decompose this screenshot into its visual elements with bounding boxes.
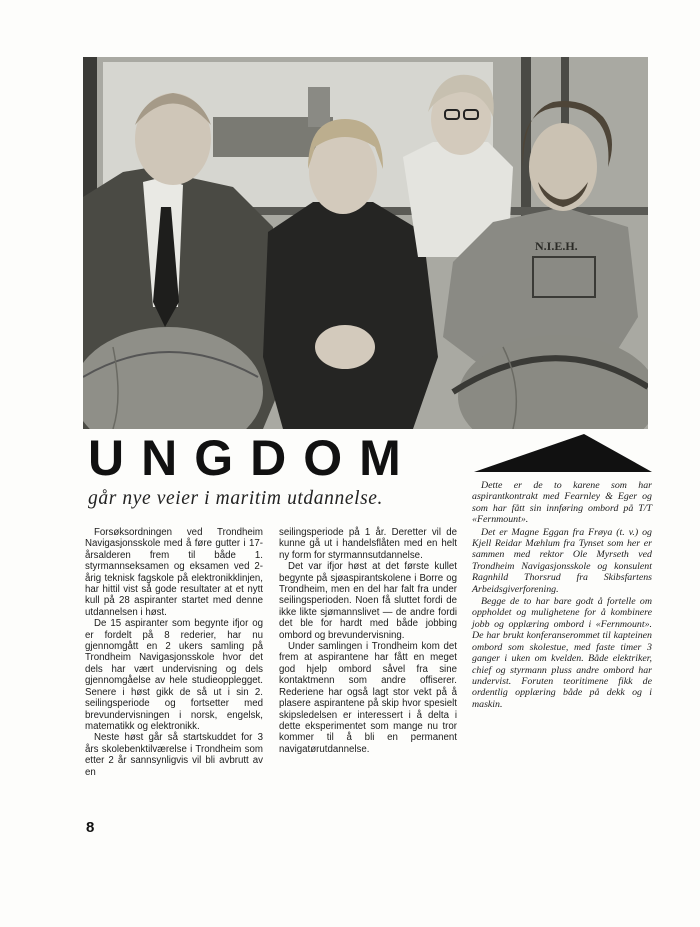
article-column-2 <box>279 527 457 755</box>
caption-paragraph: Begge de to har bare godt å fortelle om oppholdet og mulighetene for å kombinere jobb og opplæring ombord i «Fernmount». De har brukt konferanserommet til kapteinen ombord som skolestue, med faste timer 3 ganger i uken om kvelden. Både elektriker, chief og styrmann pluss andre ombord har undervist. Foruten teoritimene fikk de ordentlig opplæring både på dekk og i maskin. <box>472 596 652 710</box>
group-photo <box>83 57 648 429</box>
paragraph: De 15 aspiranter som begynte ifjor og er fordelt på 8 rederier, har nu gjennomgått en 2 ukers samling på Trondheim Navigasjonsskole hvor det dels har vært undervisning og dels gjennomgåelse av hele studieopplegget. Senere i høst gikk de så ut i sin 2. seilingsperiode og fortsetter med brevundervisningen i norsk, engelsk, matematikk og elektronikk. <box>85 618 263 732</box>
paragraph: Forsøksordningen ved Trondheim Navigasjonsskole med å føre gutter i 17-årsalderen frem til både 1. styrmannseksamen og eksamen ved 2-årig teknisk fagskole på elektronikklinjen, har hittil vist så gode resultater at et nytt kull på 28 aspiranter startet med denne utdannelsen i høst. <box>85 527 263 618</box>
subtitle: går nye veier i maritim utdannelse. <box>88 488 384 509</box>
photo-caption-column <box>472 480 652 711</box>
paragraph: Under samlingen i Trondheim kom det frem at aspirantene har fått en meget god hjelp ombord såvel fra sine kontaktmenn som andre offiserer. Rederiene har også lagt stor vekt på å plasere aspirantene på skip hvor spesielt skipsledelsen er interessert i å delta i dette eksperimentet som mange nu tror kommer til å bli en permanent navigatørutdannelse. <box>279 641 457 755</box>
headline: UNGDOM <box>88 430 418 486</box>
shirt-print: N.I.E.H. <box>535 239 578 253</box>
triangle-ornament <box>474 434 652 472</box>
paragraph: Neste høst går så startskuddet for 3 års skolebenktilværelse i Trondheim som etter 2 år sannsynligvis vil bli avbrutt av en <box>85 732 263 778</box>
caption-paragraph: Dette er de to karene som har aspirantkontrakt med Fearnley & Eger og som har fått sin innføring ombord på T/T «Fernmount». <box>472 480 652 526</box>
article-column-1 <box>85 527 263 778</box>
paragraph: Det var ifjor høst at det første kullet begynte på sjøaspirantskolene i Borre og Trondheim, men en del har falt fra under seilingsperioden. Noen få sluttet fordi de ikke likte sjømannslivet — de andre fordi det ble for hardt med både jobbing ombord og brevundervisning. <box>279 561 457 641</box>
page-number: 8 <box>86 819 95 836</box>
caption-paragraph: Det er Magne Eggan fra Frøya (t. v.) og Kjell Reidar Mæhlum fra Tynset som her er sammen med rektor Ole Myrseth ved Trondheim Navigasjonsskole og konsulent Ragnhild Thorsrud fra Skibsfartens Arbeidsgiverforening. <box>472 526 652 595</box>
paragraph: seilingsperiode på 1 år. Deretter vil de kunne gå ut i handelsflåten med en helt ny form for styrmannsutdannelse. <box>279 527 457 561</box>
